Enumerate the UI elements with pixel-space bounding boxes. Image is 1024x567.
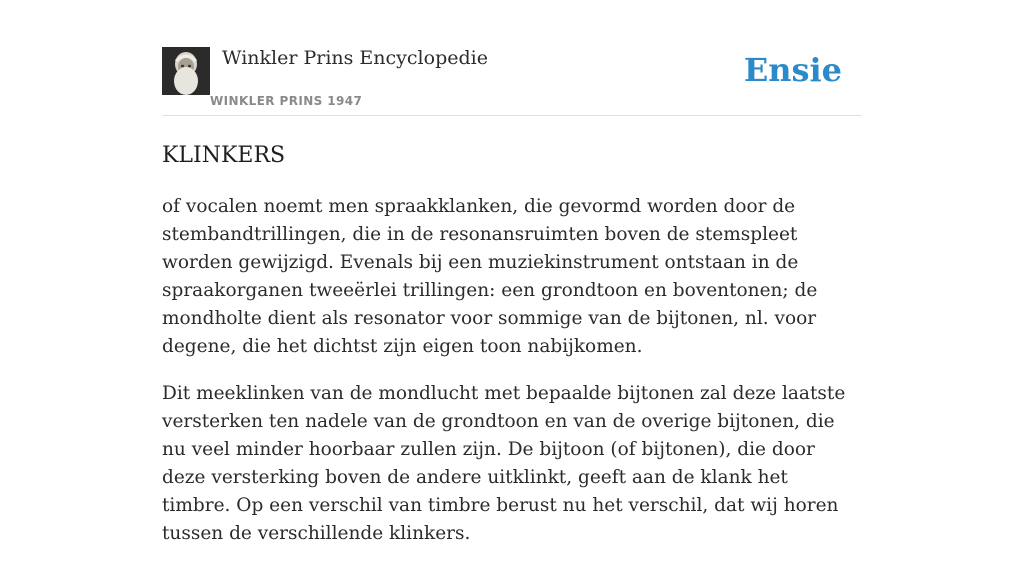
site-logo[interactable]: Ensie xyxy=(743,51,842,89)
article xyxy=(162,0,862,567)
source-edition[interactable]: WINKLER PRINS 1947 xyxy=(210,94,363,108)
article-title: KLINKERS xyxy=(162,143,286,168)
paragraph: of vocalen noemt men spraakklanken, die gevormd worden door de stembandtrillingen, die in de resonansruimten boven de stemspleet worden gewijzigd. Evenals bij een muziekinstrument ontstaan in de spraakorganen tweeërlei trillingen: een grondtoon en boventonen; de mondholte dient als resonator voor sommige van de bijtonen, nl. voor degene, die het dichtst zijn eigen toon nabijkomen. xyxy=(162,196,818,357)
article-header xyxy=(162,0,862,116)
paragraph: Dit meeklinken van de mondlucht met bepaalde bijtonen zal deze laatste versterken ten nadele van de grondtoon en van de overige bijtonen, die nu veel minder hoorbaar zullen zijn. De bijtoon (of bijtonen), die door deze versterking boven de andere uitklinkt, geeft aan de klank het timbre. Op een verschil van timbre berust nu het verschil, dat wij horen tussen de verschillende klinkers. xyxy=(162,383,846,544)
source-name[interactable]: Winkler Prins Encyclopedie xyxy=(222,47,488,69)
portrait-icon xyxy=(162,47,210,95)
article-body xyxy=(162,193,862,548)
author-avatar[interactable] xyxy=(162,47,210,95)
